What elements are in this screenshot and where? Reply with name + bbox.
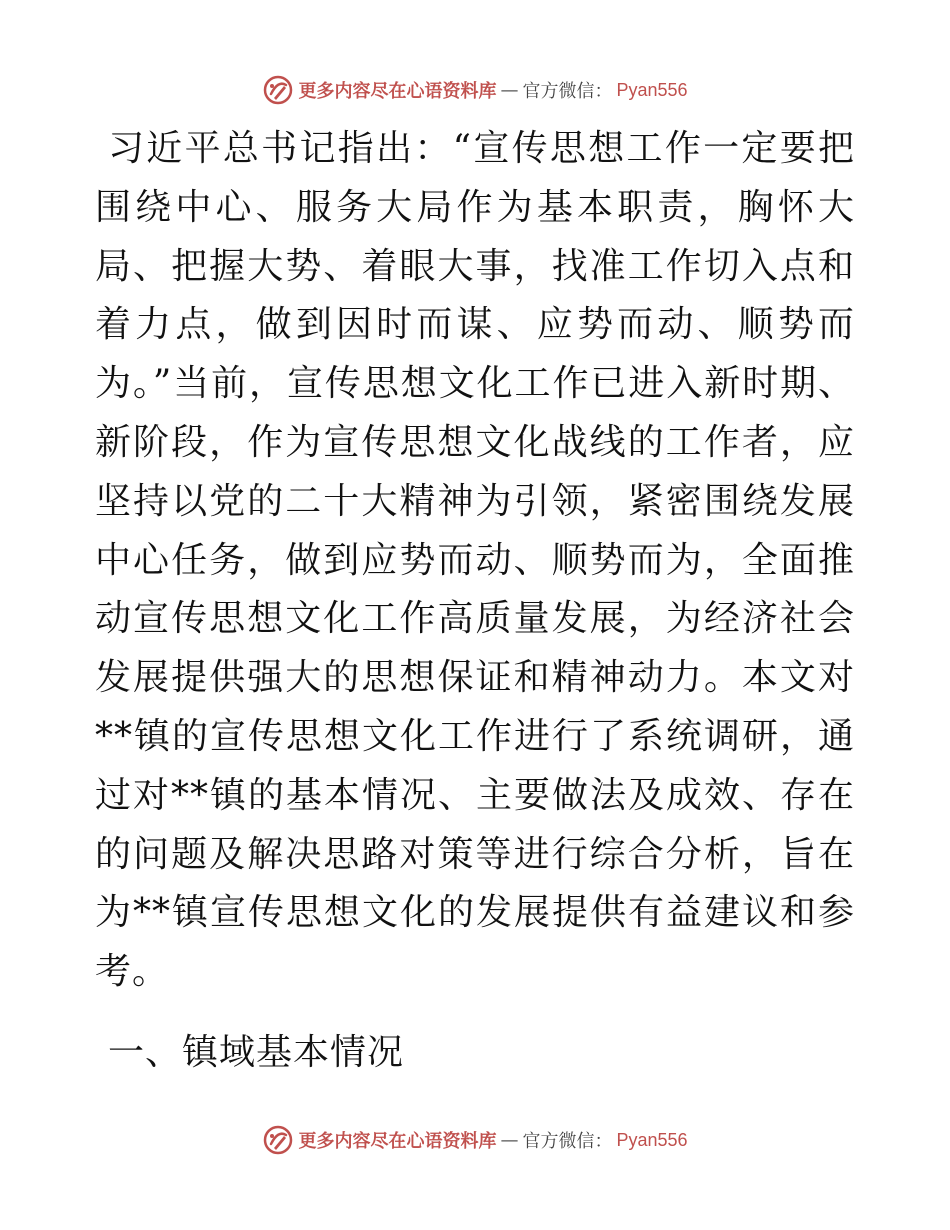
footer-watermark-content [262, 1124, 687, 1156]
watermark-contact-id: Pyan556 [616, 79, 688, 100]
watermark-brand-text: 更多内容尽在心语资料库 [298, 1131, 497, 1152]
body-paragraph: 习近平总书记指出：“宣传思想工作一定要把围绕中心、服务大局作为基本职责，胸怀大局、把握大势、着眼大事，找准工作切入点和着力点，做到因时而谋、应势而动、顺势而为。”当前，宣传思想文化工作已进入新时期、新阶段，作为宣传思想文化战线的工作者，应坚持以党的二十大精神为引领，紧密围绕发展中心任务，做到应势而动、顺势而为，全面推动宣传思想文化工作高质量发展，为经济社会发展提供强大的思想保证和精神动力。本文对**镇的宣传思想文化工作进行了系统调研，通过对**镇的基本情况、主要做法及成效、存在的问题及解决思路对策等进行综合分析，旨在为**镇宣传思想文化的发展提供有益建议和参考。 [95, 128, 855, 993]
footer-watermark [0, 1120, 950, 1160]
watermark-contact-id: Pyan556 [616, 1129, 688, 1150]
watermark-separator: — [500, 79, 519, 101]
header-watermark [0, 70, 950, 110]
watermark-separator: — [500, 1129, 519, 1151]
brand-logo-icon [262, 1124, 294, 1156]
section-heading: 一、镇域基本情况 [108, 1031, 405, 1073]
header-watermark-content [262, 74, 687, 106]
watermark-contact-label: 官方微信： [522, 1131, 613, 1152]
document-body [95, 120, 855, 1082]
watermark-brand-text: 更多内容尽在心语资料库 [298, 81, 497, 102]
watermark-contact-label: 官方微信： [522, 81, 613, 102]
brand-logo-icon [262, 74, 294, 106]
